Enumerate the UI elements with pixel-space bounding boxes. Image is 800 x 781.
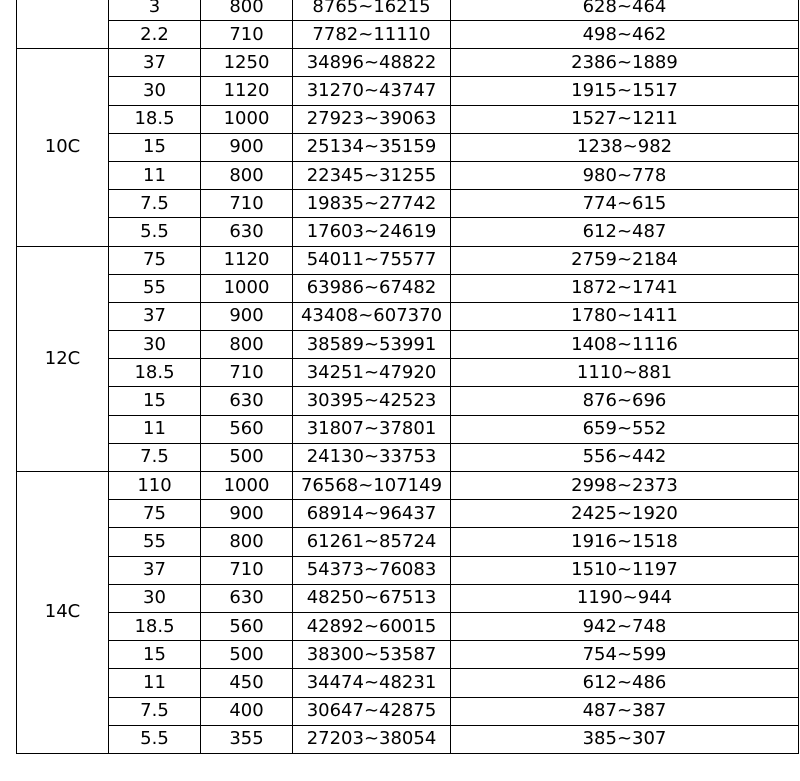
impeller-cell: 560 [201, 415, 293, 443]
impeller-cell: 630 [201, 218, 293, 246]
table-row [17, 415, 799, 443]
power-cell: 11 [109, 161, 201, 189]
impeller-cell: 800 [201, 528, 293, 556]
impeller-cell: 800 [201, 331, 293, 359]
pressure-cell: 1915~1517 [451, 77, 799, 105]
pressure-cell: 754~599 [451, 641, 799, 669]
airflow-cell: 7782~11110 [293, 21, 451, 49]
power-cell: 15 [109, 387, 201, 415]
impeller-cell: 400 [201, 697, 293, 725]
model-cell: 12C [17, 246, 109, 472]
airflow-cell: 27203~38054 [293, 725, 451, 753]
pressure-cell: 1916~1518 [451, 528, 799, 556]
impeller-cell: 710 [201, 359, 293, 387]
impeller-cell: 1000 [201, 274, 293, 302]
pressure-cell: 556~442 [451, 443, 799, 471]
pressure-cell: 2425~1920 [451, 500, 799, 528]
pressure-cell: 1408~1116 [451, 331, 799, 359]
power-cell: 2.2 [109, 21, 201, 49]
airflow-cell: 30395~42523 [293, 387, 451, 415]
pressure-cell: 1110~881 [451, 359, 799, 387]
airflow-cell: 61261~85724 [293, 528, 451, 556]
impeller-cell: 630 [201, 387, 293, 415]
airflow-cell: 8765~16215 [293, 0, 451, 21]
impeller-cell: 450 [201, 669, 293, 697]
power-cell: 30 [109, 77, 201, 105]
table-row [17, 669, 799, 697]
table-row [17, 161, 799, 189]
power-cell: 30 [109, 331, 201, 359]
table-row [17, 218, 799, 246]
pressure-cell: 659~552 [451, 415, 799, 443]
power-cell: 11 [109, 415, 201, 443]
table-row [17, 190, 799, 218]
power-cell: 3 [109, 0, 201, 21]
impeller-cell: 710 [201, 21, 293, 49]
table-row [17, 0, 799, 21]
airflow-cell: 63986~67482 [293, 274, 451, 302]
airflow-cell: 31270~43747 [293, 77, 451, 105]
pressure-cell: 612~486 [451, 669, 799, 697]
impeller-cell: 710 [201, 190, 293, 218]
table-row [17, 21, 799, 49]
table-row [17, 443, 799, 471]
power-cell: 18.5 [109, 105, 201, 133]
airflow-cell: 38300~53587 [293, 641, 451, 669]
pressure-cell: 628~464 [451, 0, 799, 21]
airflow-cell: 54373~76083 [293, 556, 451, 584]
table-row [17, 302, 799, 330]
airflow-cell: 34474~48231 [293, 669, 451, 697]
pressure-cell: 1238~982 [451, 133, 799, 161]
table-row [17, 556, 799, 584]
impeller-cell: 710 [201, 556, 293, 584]
table-row [17, 528, 799, 556]
impeller-cell: 1250 [201, 49, 293, 77]
power-cell: 15 [109, 641, 201, 669]
impeller-cell: 500 [201, 443, 293, 471]
power-cell: 11 [109, 669, 201, 697]
airflow-cell: 38589~53991 [293, 331, 451, 359]
airflow-cell: 68914~96437 [293, 500, 451, 528]
table-row [17, 331, 799, 359]
table-row [17, 274, 799, 302]
table-row [17, 387, 799, 415]
pressure-cell: 774~615 [451, 190, 799, 218]
power-cell: 7.5 [109, 697, 201, 725]
airflow-cell: 34251~47920 [293, 359, 451, 387]
pressure-cell: 487~387 [451, 697, 799, 725]
power-cell: 37 [109, 302, 201, 330]
power-cell: 75 [109, 246, 201, 274]
airflow-cell: 48250~67513 [293, 584, 451, 612]
model-cell: 14C [17, 472, 109, 754]
airflow-cell: 42892~60015 [293, 612, 451, 640]
spec-table [16, 0, 799, 754]
power-cell: 15 [109, 133, 201, 161]
airflow-cell: 22345~31255 [293, 161, 451, 189]
pressure-cell: 2998~2373 [451, 472, 799, 500]
airflow-cell: 54011~75577 [293, 246, 451, 274]
impeller-cell: 355 [201, 725, 293, 753]
power-cell: 37 [109, 556, 201, 584]
power-cell: 75 [109, 500, 201, 528]
airflow-cell: 19835~27742 [293, 190, 451, 218]
table-row [17, 77, 799, 105]
impeller-cell: 1000 [201, 105, 293, 133]
spec-table-body [17, 0, 799, 753]
power-cell: 30 [109, 584, 201, 612]
table-row [17, 133, 799, 161]
impeller-cell: 800 [201, 161, 293, 189]
power-cell: 7.5 [109, 190, 201, 218]
pressure-cell: 1510~1197 [451, 556, 799, 584]
table-row [17, 697, 799, 725]
pressure-cell: 498~462 [451, 21, 799, 49]
power-cell: 18.5 [109, 612, 201, 640]
pressure-cell: 942~748 [451, 612, 799, 640]
table-row [17, 612, 799, 640]
airflow-cell: 25134~35159 [293, 133, 451, 161]
airflow-cell: 76568~107149 [293, 472, 451, 500]
airflow-cell: 34896~48822 [293, 49, 451, 77]
pressure-cell: 2759~2184 [451, 246, 799, 274]
table-row [17, 641, 799, 669]
pressure-cell: 1872~1741 [451, 274, 799, 302]
airflow-cell: 43408~607370 [293, 302, 451, 330]
table-row [17, 500, 799, 528]
pressure-cell: 876~696 [451, 387, 799, 415]
power-cell: 55 [109, 528, 201, 556]
impeller-cell: 560 [201, 612, 293, 640]
power-cell: 5.5 [109, 218, 201, 246]
table-row [17, 246, 799, 274]
impeller-cell: 630 [201, 584, 293, 612]
table-row [17, 105, 799, 133]
airflow-cell: 24130~33753 [293, 443, 451, 471]
pressure-cell: 980~778 [451, 161, 799, 189]
table-row [17, 584, 799, 612]
impeller-cell: 800 [201, 0, 293, 21]
power-cell: 5.5 [109, 725, 201, 753]
impeller-cell: 900 [201, 133, 293, 161]
impeller-cell: 1120 [201, 246, 293, 274]
pressure-cell: 612~487 [451, 218, 799, 246]
impeller-cell: 1000 [201, 472, 293, 500]
impeller-cell: 900 [201, 302, 293, 330]
impeller-cell: 500 [201, 641, 293, 669]
table-row [17, 49, 799, 77]
pressure-cell: 1780~1411 [451, 302, 799, 330]
table-row [17, 359, 799, 387]
power-cell: 37 [109, 49, 201, 77]
power-cell: 55 [109, 274, 201, 302]
impeller-cell: 1120 [201, 77, 293, 105]
airflow-cell: 30647~42875 [293, 697, 451, 725]
table-row [17, 472, 799, 500]
power-cell: 7.5 [109, 443, 201, 471]
power-cell: 110 [109, 472, 201, 500]
airflow-cell: 17603~24619 [293, 218, 451, 246]
airflow-cell: 31807~37801 [293, 415, 451, 443]
model-cell: 10C [17, 49, 109, 246]
pressure-cell: 2386~1889 [451, 49, 799, 77]
power-cell: 18.5 [109, 359, 201, 387]
pressure-cell: 385~307 [451, 725, 799, 753]
model-cell [17, 0, 109, 49]
table-row [17, 725, 799, 753]
pressure-cell: 1190~944 [451, 584, 799, 612]
impeller-cell: 900 [201, 500, 293, 528]
pressure-cell: 1527~1211 [451, 105, 799, 133]
airflow-cell: 27923~39063 [293, 105, 451, 133]
